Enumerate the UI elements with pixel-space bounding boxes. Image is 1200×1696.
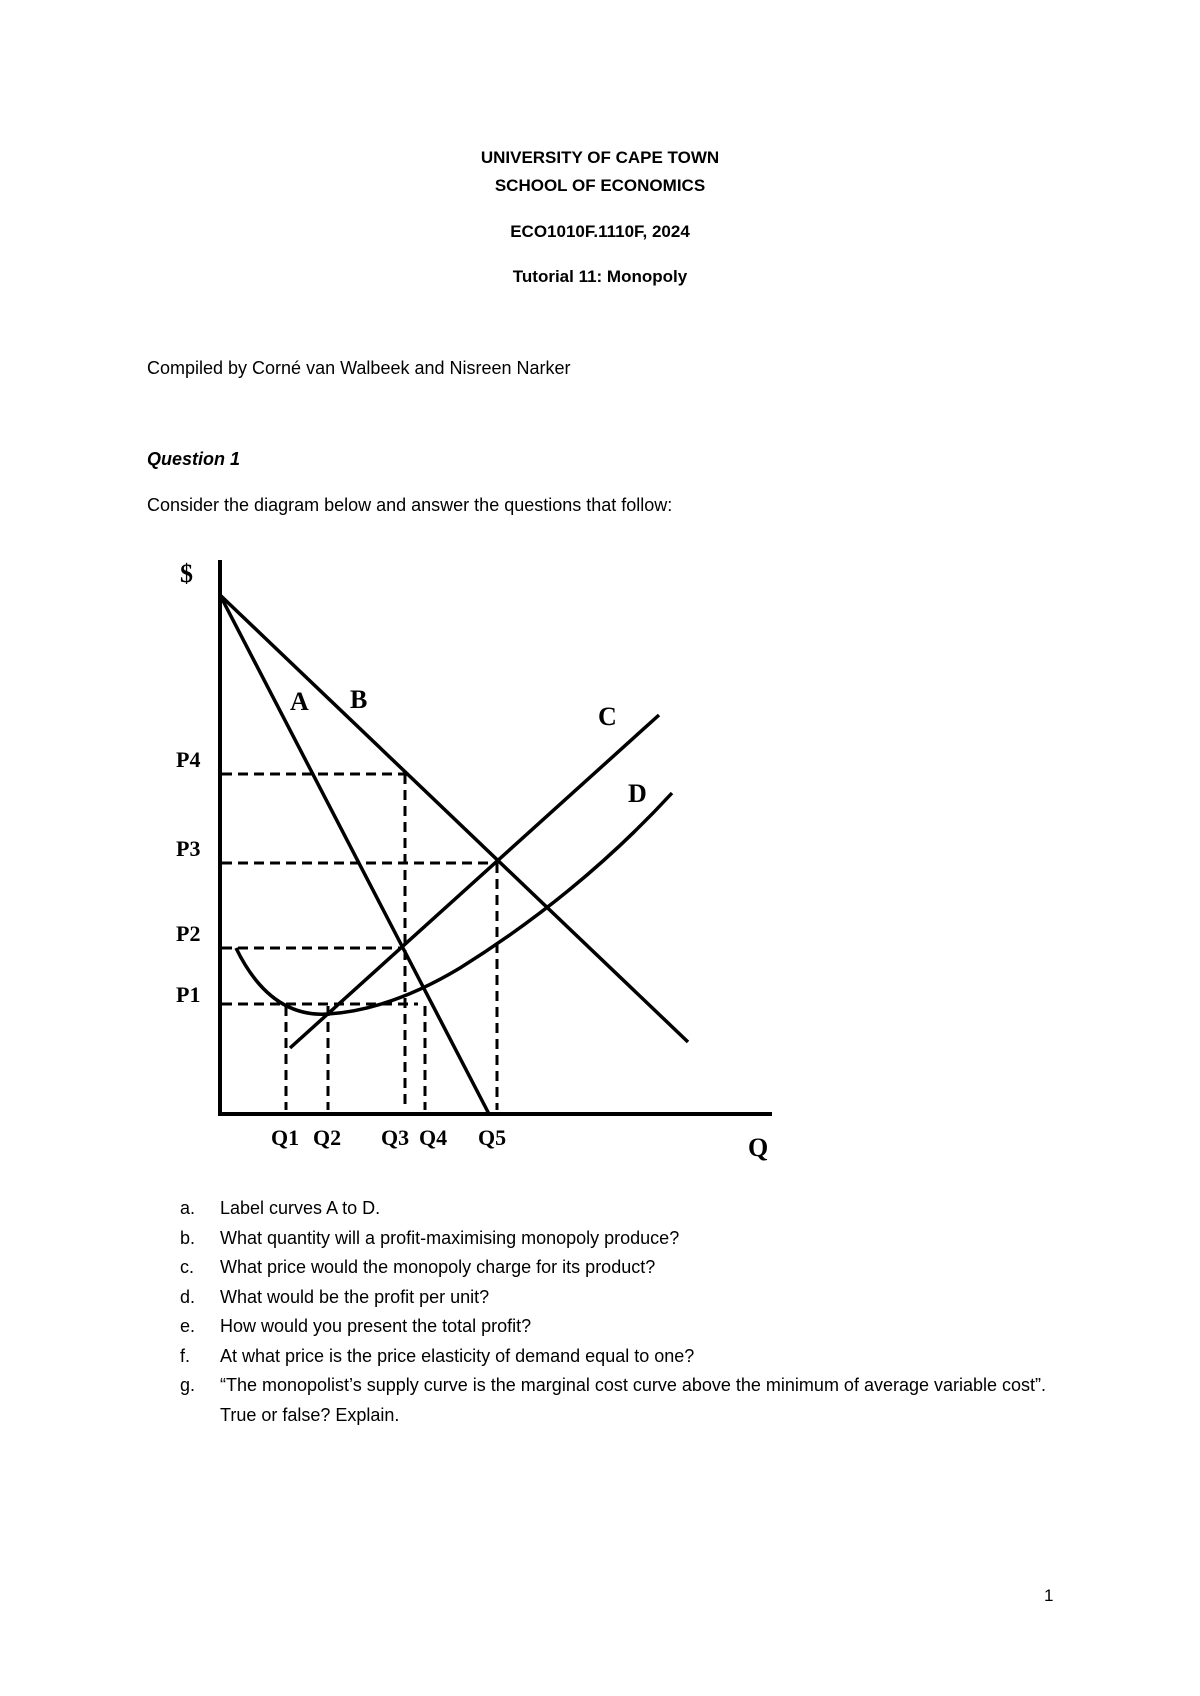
price-label-p1: P1 xyxy=(176,982,201,1007)
course-code: ECO1010F.1110F, 2024 xyxy=(510,222,690,241)
price-label-p4: P4 xyxy=(176,747,201,772)
curve-c-line xyxy=(290,715,659,1048)
university-name: UNIVERSITY OF CAPE TOWN xyxy=(480,148,720,167)
curve-d-line xyxy=(236,793,672,1014)
y-axis-label: $ xyxy=(180,559,193,588)
page-number: 1 xyxy=(1044,1586,1054,1605)
sub-question-list xyxy=(180,1194,1060,1430)
monopoly-diagram xyxy=(160,548,800,1168)
sub-question-text: At what price is the price elasticity of demand equal to one? xyxy=(220,1345,695,1366)
curve-b-line xyxy=(220,595,688,1042)
quantity-label-q5: Q5 xyxy=(478,1125,507,1150)
sub-question-g xyxy=(180,1371,1060,1430)
sub-question-text: Label curves A to D. xyxy=(220,1198,381,1218)
price-label-p2: P2 xyxy=(176,921,201,946)
sub-question-label: e. xyxy=(180,1316,196,1336)
curve-d-label: D xyxy=(628,779,647,808)
sub-question-label: b. xyxy=(180,1227,196,1248)
sub-question-label: f. xyxy=(180,1345,191,1366)
x-axis-label: Q xyxy=(748,1133,769,1162)
sub-question-b xyxy=(180,1224,1060,1254)
sub-question-d xyxy=(180,1283,1060,1313)
tutorial-title: Tutorial 11: Monopoly xyxy=(512,267,688,286)
sub-question-c xyxy=(180,1253,1060,1283)
sub-question-a xyxy=(180,1194,1060,1224)
sub-question-f xyxy=(180,1342,1060,1372)
compiled-by: Compiled by Corné van Walbeek and Nisreen Narker xyxy=(147,358,571,378)
sub-question-text: What would be the profit per unit? xyxy=(220,1286,490,1307)
sub-question-label: d. xyxy=(180,1286,196,1307)
sub-question-label: g. xyxy=(180,1375,196,1395)
curve-a-line xyxy=(220,595,489,1114)
price-label-p3: P3 xyxy=(176,836,201,861)
quantity-label-q1: Q1 xyxy=(271,1125,300,1150)
quantity-label-q4: Q4 xyxy=(419,1125,448,1150)
sub-question-e xyxy=(180,1312,1060,1342)
sub-question-text: How would you present the total profit? xyxy=(220,1316,532,1336)
sub-question-text: What price would the monopoly charge for its product? xyxy=(220,1257,656,1277)
dashed-guides xyxy=(222,774,497,1110)
question-title: Question 1 xyxy=(147,449,241,469)
curve-c-label: C xyxy=(598,702,617,731)
sub-question-text: What quantity will a profit-maximising monopoly produce? xyxy=(220,1227,680,1248)
sub-question-text: “The monopolist’s supply curve is the marginal cost curve above the minimum of average variable cost”. True or false? Explain. xyxy=(220,1375,1047,1425)
quantity-label-q3: Q3 xyxy=(381,1125,410,1150)
curve-a-label: A xyxy=(290,687,309,716)
school-name: SCHOOL OF ECONOMICS xyxy=(494,176,706,195)
sub-question-label: c. xyxy=(180,1257,195,1277)
question-intro: Consider the diagram below and answer the questions that follow: xyxy=(147,495,673,515)
sub-question-label: a. xyxy=(180,1198,196,1218)
curve-b-label: B xyxy=(350,685,368,714)
quantity-label-q2: Q2 xyxy=(313,1125,342,1150)
